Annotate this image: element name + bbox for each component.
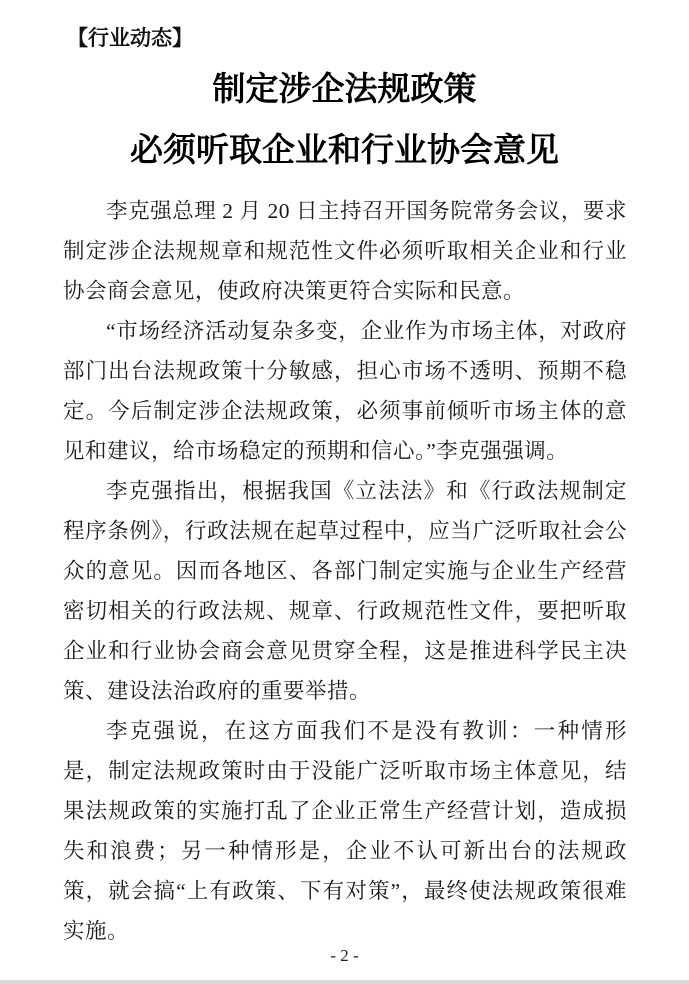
paragraph: 李克强总理 2 月 20 日主持召开国务院常务会议，要求制定涉企法规规章和规范性文件必须听取相关企业和行业协会商会意见，使政府决策更符合实际和民意。	[63, 199, 627, 303]
paragraph: 李克强说，在这方面我们不是没有教训：一种情形是，制定法规政策时由于没能广泛听取市场主体意见，结果法规政策的实施打乱了企业正常生产经营计划，造成损失和浪费；另一种情形是，企业不认可新出台的法规政策，就会搞“上有政策、下有对策”，最终使法规政策很难实施。	[63, 719, 627, 943]
title-line-2: 必须听取企业和行业协会意见	[130, 133, 559, 169]
title-line-1: 制定涉企法规政策	[212, 72, 477, 108]
paragraph: “市场经济活动复杂多变，企业作为市场主体，对政府部门出台法规政策十分敏感，担心市场不透明、预期不稳定。今后制定涉企法规政策，必须事前倾听市场主体的意见和建议，给市场稳定的预期和信心。”李克强强调。	[63, 319, 627, 463]
page-number: - 2 -	[330, 946, 359, 965]
page-bottom-edge-divider	[0, 980, 689, 984]
document-body	[63, 191, 627, 951]
section-tag: 【行业动态】	[67, 27, 193, 50]
paragraph: 李克强指出，根据我国《立法法》和《行政法规制定程序条例》，行政法规在起草过程中，应当广泛听取社会公众的意见。因而各地区、各部门制定实施与企业生产经营密切相关的行政法规、规章、行政规范性文件，要把听取企业和行业协会商会意见贯穿全程，这是推进科学民主决策、建设法治政府的重要举措。	[63, 479, 627, 703]
document-title	[0, 72, 689, 170]
